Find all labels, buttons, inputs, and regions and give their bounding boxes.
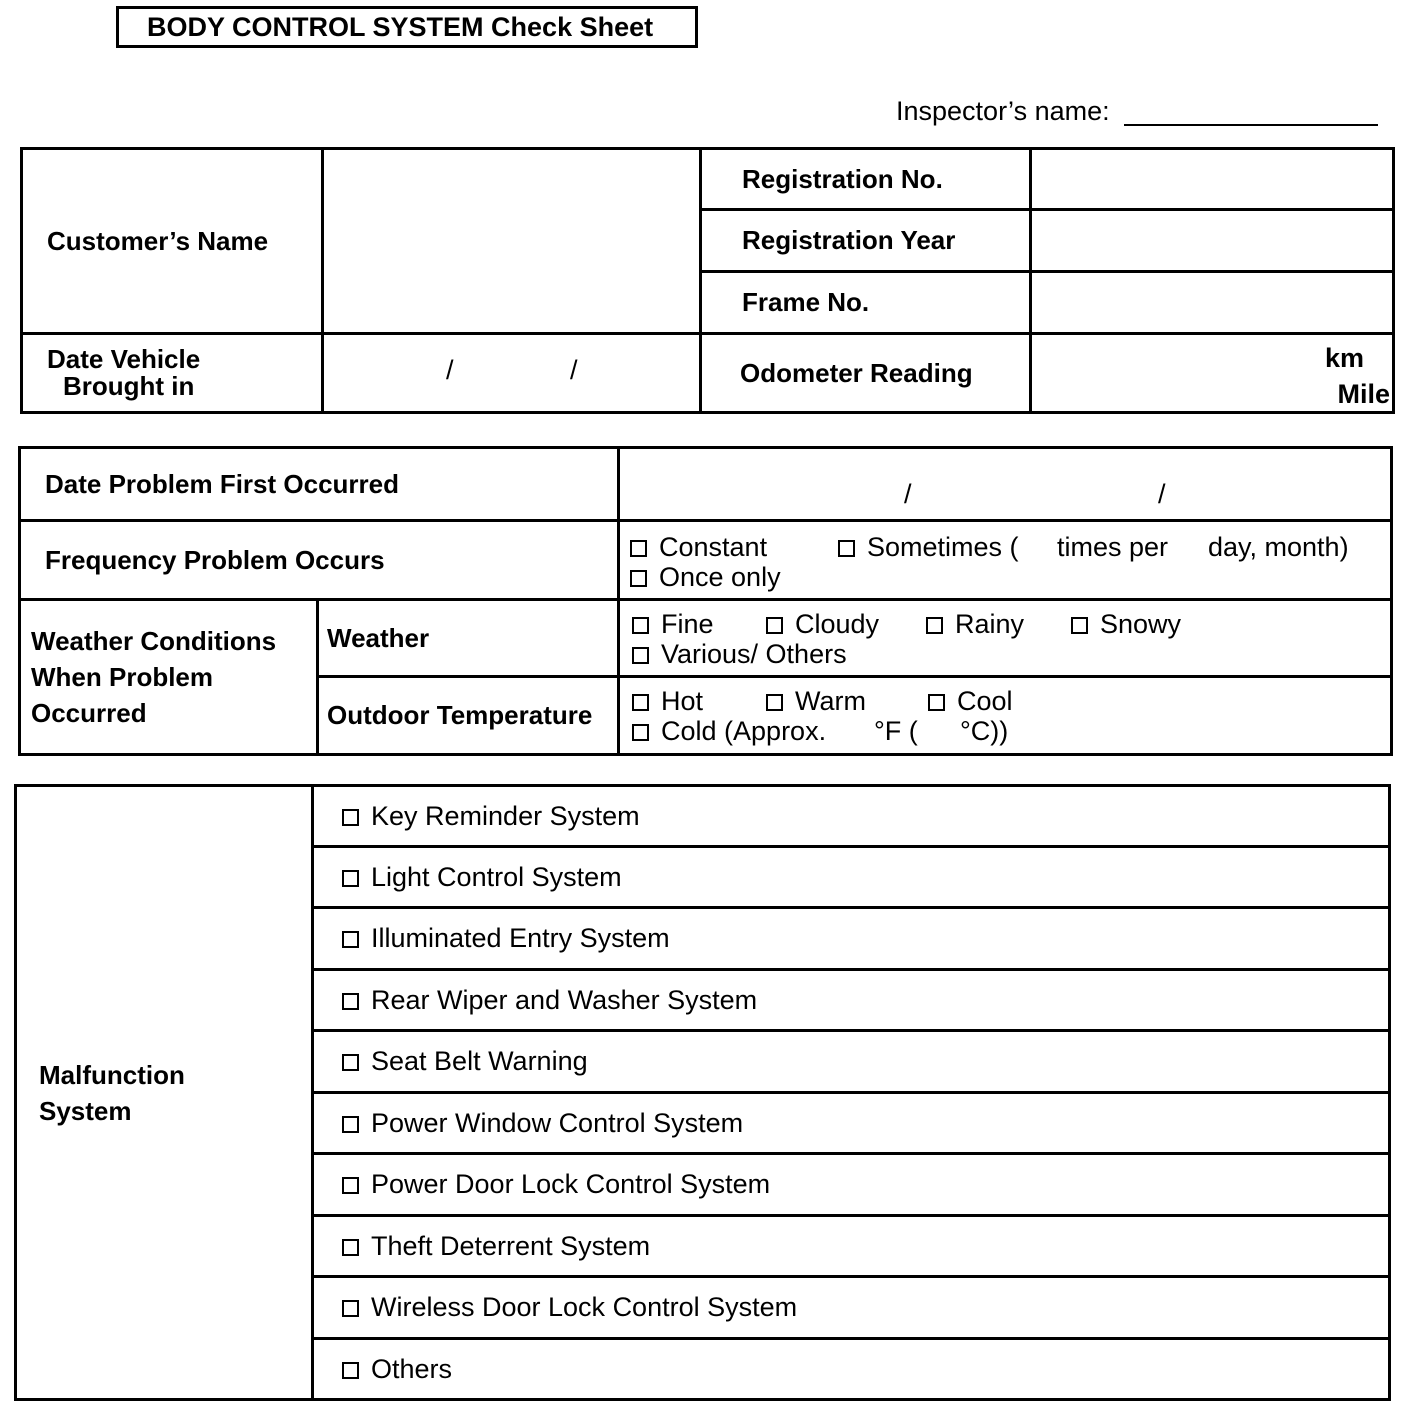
date-brought-in-label-line2: Brought in xyxy=(63,371,195,401)
option-label: Rainy xyxy=(955,608,1025,639)
temperature-label: Outdoor Temperature xyxy=(327,700,593,730)
system-option-power-window[interactable] xyxy=(313,1093,1390,1154)
weather-conditions-label-line3: Occurred xyxy=(31,698,147,728)
inspector-name-field[interactable] xyxy=(1124,124,1378,126)
system-option-rear-wiper-washer[interactable] xyxy=(313,970,1390,1031)
date-brought-in-label-cell xyxy=(22,334,323,413)
date-separator: / xyxy=(904,478,912,509)
weather-label-cell xyxy=(318,600,619,677)
system-option-power-door-lock[interactable] xyxy=(313,1154,1390,1216)
frequency-option-once-only[interactable] xyxy=(630,562,781,593)
option-label: Once only xyxy=(659,561,781,592)
registration-year-field[interactable] xyxy=(1031,210,1394,272)
option-label: Hot xyxy=(661,685,704,716)
registration-year-label: Registration Year xyxy=(742,225,956,255)
odometer-label: Odometer Reading xyxy=(740,357,973,388)
temperature-option-cold[interactable] xyxy=(632,716,826,747)
option-label: Constant xyxy=(659,531,768,562)
checkbox[interactable] xyxy=(342,1116,359,1133)
malfunction-label xyxy=(17,1057,311,1129)
inspector-name-label: Inspector’s name: xyxy=(896,96,1110,126)
problem-info-table xyxy=(18,446,1393,756)
odometer-unit-km: km xyxy=(1324,342,1364,373)
system-label: Illuminated Entry System xyxy=(371,923,670,953)
system-label: Power Window Control System xyxy=(371,1107,744,1138)
system-label: Key Reminder System xyxy=(371,800,640,831)
system-option-seat-belt-warning[interactable] xyxy=(313,1031,1390,1093)
malfunction-label-line2: System xyxy=(39,1095,132,1126)
sheet-title xyxy=(116,6,698,48)
checkbox[interactable] xyxy=(632,724,649,741)
registration-no-label: Registration No. xyxy=(742,163,943,194)
weather-option-various-others[interactable] xyxy=(632,639,847,670)
checkbox[interactable] xyxy=(926,617,943,634)
checkbox[interactable] xyxy=(632,694,649,711)
weather-option-fine[interactable] xyxy=(632,609,714,640)
checkbox[interactable] xyxy=(1071,617,1088,634)
checkbox[interactable] xyxy=(928,694,945,711)
system-label: Power Door Lock Control System xyxy=(371,1169,771,1199)
malfunction-system-table xyxy=(14,784,1391,1401)
registration-no-label-cell xyxy=(701,149,1031,210)
checkbox[interactable] xyxy=(342,1054,359,1071)
option-label: Cold (Approx. xyxy=(661,715,827,746)
date-first-occurred-label-cell xyxy=(20,448,619,521)
system-label: Wireless Door Lock Control System xyxy=(371,1292,798,1322)
registration-no-field[interactable] xyxy=(1031,149,1394,210)
temperature-option-cool[interactable] xyxy=(928,686,1013,717)
sheet-title-text: BODY CONTROL SYSTEM Check Sheet xyxy=(147,11,654,42)
odometer-field[interactable] xyxy=(1031,334,1394,413)
weather-option-snowy[interactable] xyxy=(1071,609,1181,640)
system-option-others[interactable] xyxy=(313,1339,1390,1400)
option-label: Cloudy xyxy=(795,608,880,639)
option-label: Snowy xyxy=(1100,608,1182,639)
date-separator: / xyxy=(446,354,454,385)
system-option-illuminated-entry[interactable] xyxy=(313,908,1390,970)
customer-name-label-cell xyxy=(22,149,323,334)
date-first-occurred-label: Date Problem First Occurred xyxy=(45,468,399,499)
option-label: Various/ Others xyxy=(661,638,847,669)
odometer-label-cell xyxy=(701,334,1031,413)
customer-name-field[interactable] xyxy=(323,149,701,334)
day-month-label: day, month) xyxy=(1208,531,1349,562)
checkbox[interactable] xyxy=(342,870,359,887)
weather-conditions-label-line1: Weather Conditions xyxy=(31,626,277,656)
system-option-wireless-door-lock[interactable] xyxy=(313,1277,1390,1339)
temperature-option-warm[interactable] xyxy=(766,686,866,717)
temperature-celsius-label: °C)) xyxy=(960,715,1009,746)
odometer-unit-mile: Mile xyxy=(1337,378,1390,409)
date-separator: / xyxy=(570,354,578,385)
date-first-occurred-field[interactable] xyxy=(619,448,1392,521)
date-brought-in-label xyxy=(23,346,321,400)
system-option-theft-deterrent[interactable] xyxy=(313,1216,1390,1277)
system-label: Rear Wiper and Washer System xyxy=(371,984,758,1015)
frequency-option-constant[interactable] xyxy=(630,532,767,563)
system-option-light-control[interactable] xyxy=(313,847,1390,908)
system-label: Seat Belt Warning xyxy=(371,1046,588,1076)
frequency-label: Frequency Problem Occurs xyxy=(45,544,385,575)
registration-year-label-cell xyxy=(701,210,1031,272)
frame-no-field[interactable] xyxy=(1031,272,1394,334)
customer-name-label: Customer’s Name xyxy=(47,225,269,256)
checkbox[interactable] xyxy=(342,1177,359,1194)
frequency-options-cell xyxy=(619,521,1392,600)
weather-conditions-label-line2: When Problem xyxy=(31,662,214,692)
frame-no-label: Frame No. xyxy=(742,287,870,317)
system-label: Light Control System xyxy=(371,861,622,892)
temperature-label-cell xyxy=(318,677,619,755)
option-label: Sometimes ( xyxy=(867,531,1019,562)
checkbox[interactable] xyxy=(630,570,647,587)
checkbox[interactable] xyxy=(342,993,359,1010)
weather-conditions-label xyxy=(21,623,316,731)
weather-option-cloudy[interactable] xyxy=(766,609,879,640)
frequency-option-sometimes[interactable] xyxy=(838,532,1019,563)
malfunction-label-line1: Malfunction xyxy=(39,1059,185,1090)
weather-conditions-label-cell xyxy=(20,600,318,755)
malfunction-label-cell xyxy=(16,786,313,1400)
checkbox[interactable] xyxy=(766,617,783,634)
weather-label: Weather xyxy=(327,622,430,653)
system-label: Theft Deterrent System xyxy=(371,1230,651,1261)
checkbox[interactable] xyxy=(838,540,855,557)
checkbox[interactable] xyxy=(630,540,647,557)
option-label: Cool xyxy=(957,685,1013,716)
date-brought-in-label-line1: Date Vehicle xyxy=(47,344,201,374)
frequency-label-cell xyxy=(20,521,619,600)
date-separator: / xyxy=(1158,478,1166,509)
checkbox[interactable] xyxy=(766,694,783,711)
vehicle-info-table xyxy=(20,147,1395,414)
frame-no-label-cell xyxy=(701,272,1031,334)
system-option-key-reminder[interactable] xyxy=(313,786,1390,847)
times-per-label: times per xyxy=(1057,531,1169,562)
checkbox[interactable] xyxy=(342,1300,359,1317)
checkbox[interactable] xyxy=(342,809,359,826)
checkbox[interactable] xyxy=(632,647,649,664)
option-label: Fine xyxy=(661,608,714,639)
checkbox[interactable] xyxy=(342,931,359,948)
temperature-option-hot[interactable] xyxy=(632,686,703,717)
weather-options-cell xyxy=(619,600,1392,677)
checkbox[interactable] xyxy=(632,617,649,634)
temperature-options-cell xyxy=(619,677,1392,755)
date-brought-in-field[interactable] xyxy=(323,334,701,413)
weather-option-rainy[interactable] xyxy=(926,609,1024,640)
system-label: Others xyxy=(371,1353,453,1384)
option-label: Warm xyxy=(795,685,866,716)
checkbox[interactable] xyxy=(342,1362,359,1379)
checkbox[interactable] xyxy=(342,1239,359,1256)
temperature-fahrenheit-label: °F ( xyxy=(874,715,918,746)
